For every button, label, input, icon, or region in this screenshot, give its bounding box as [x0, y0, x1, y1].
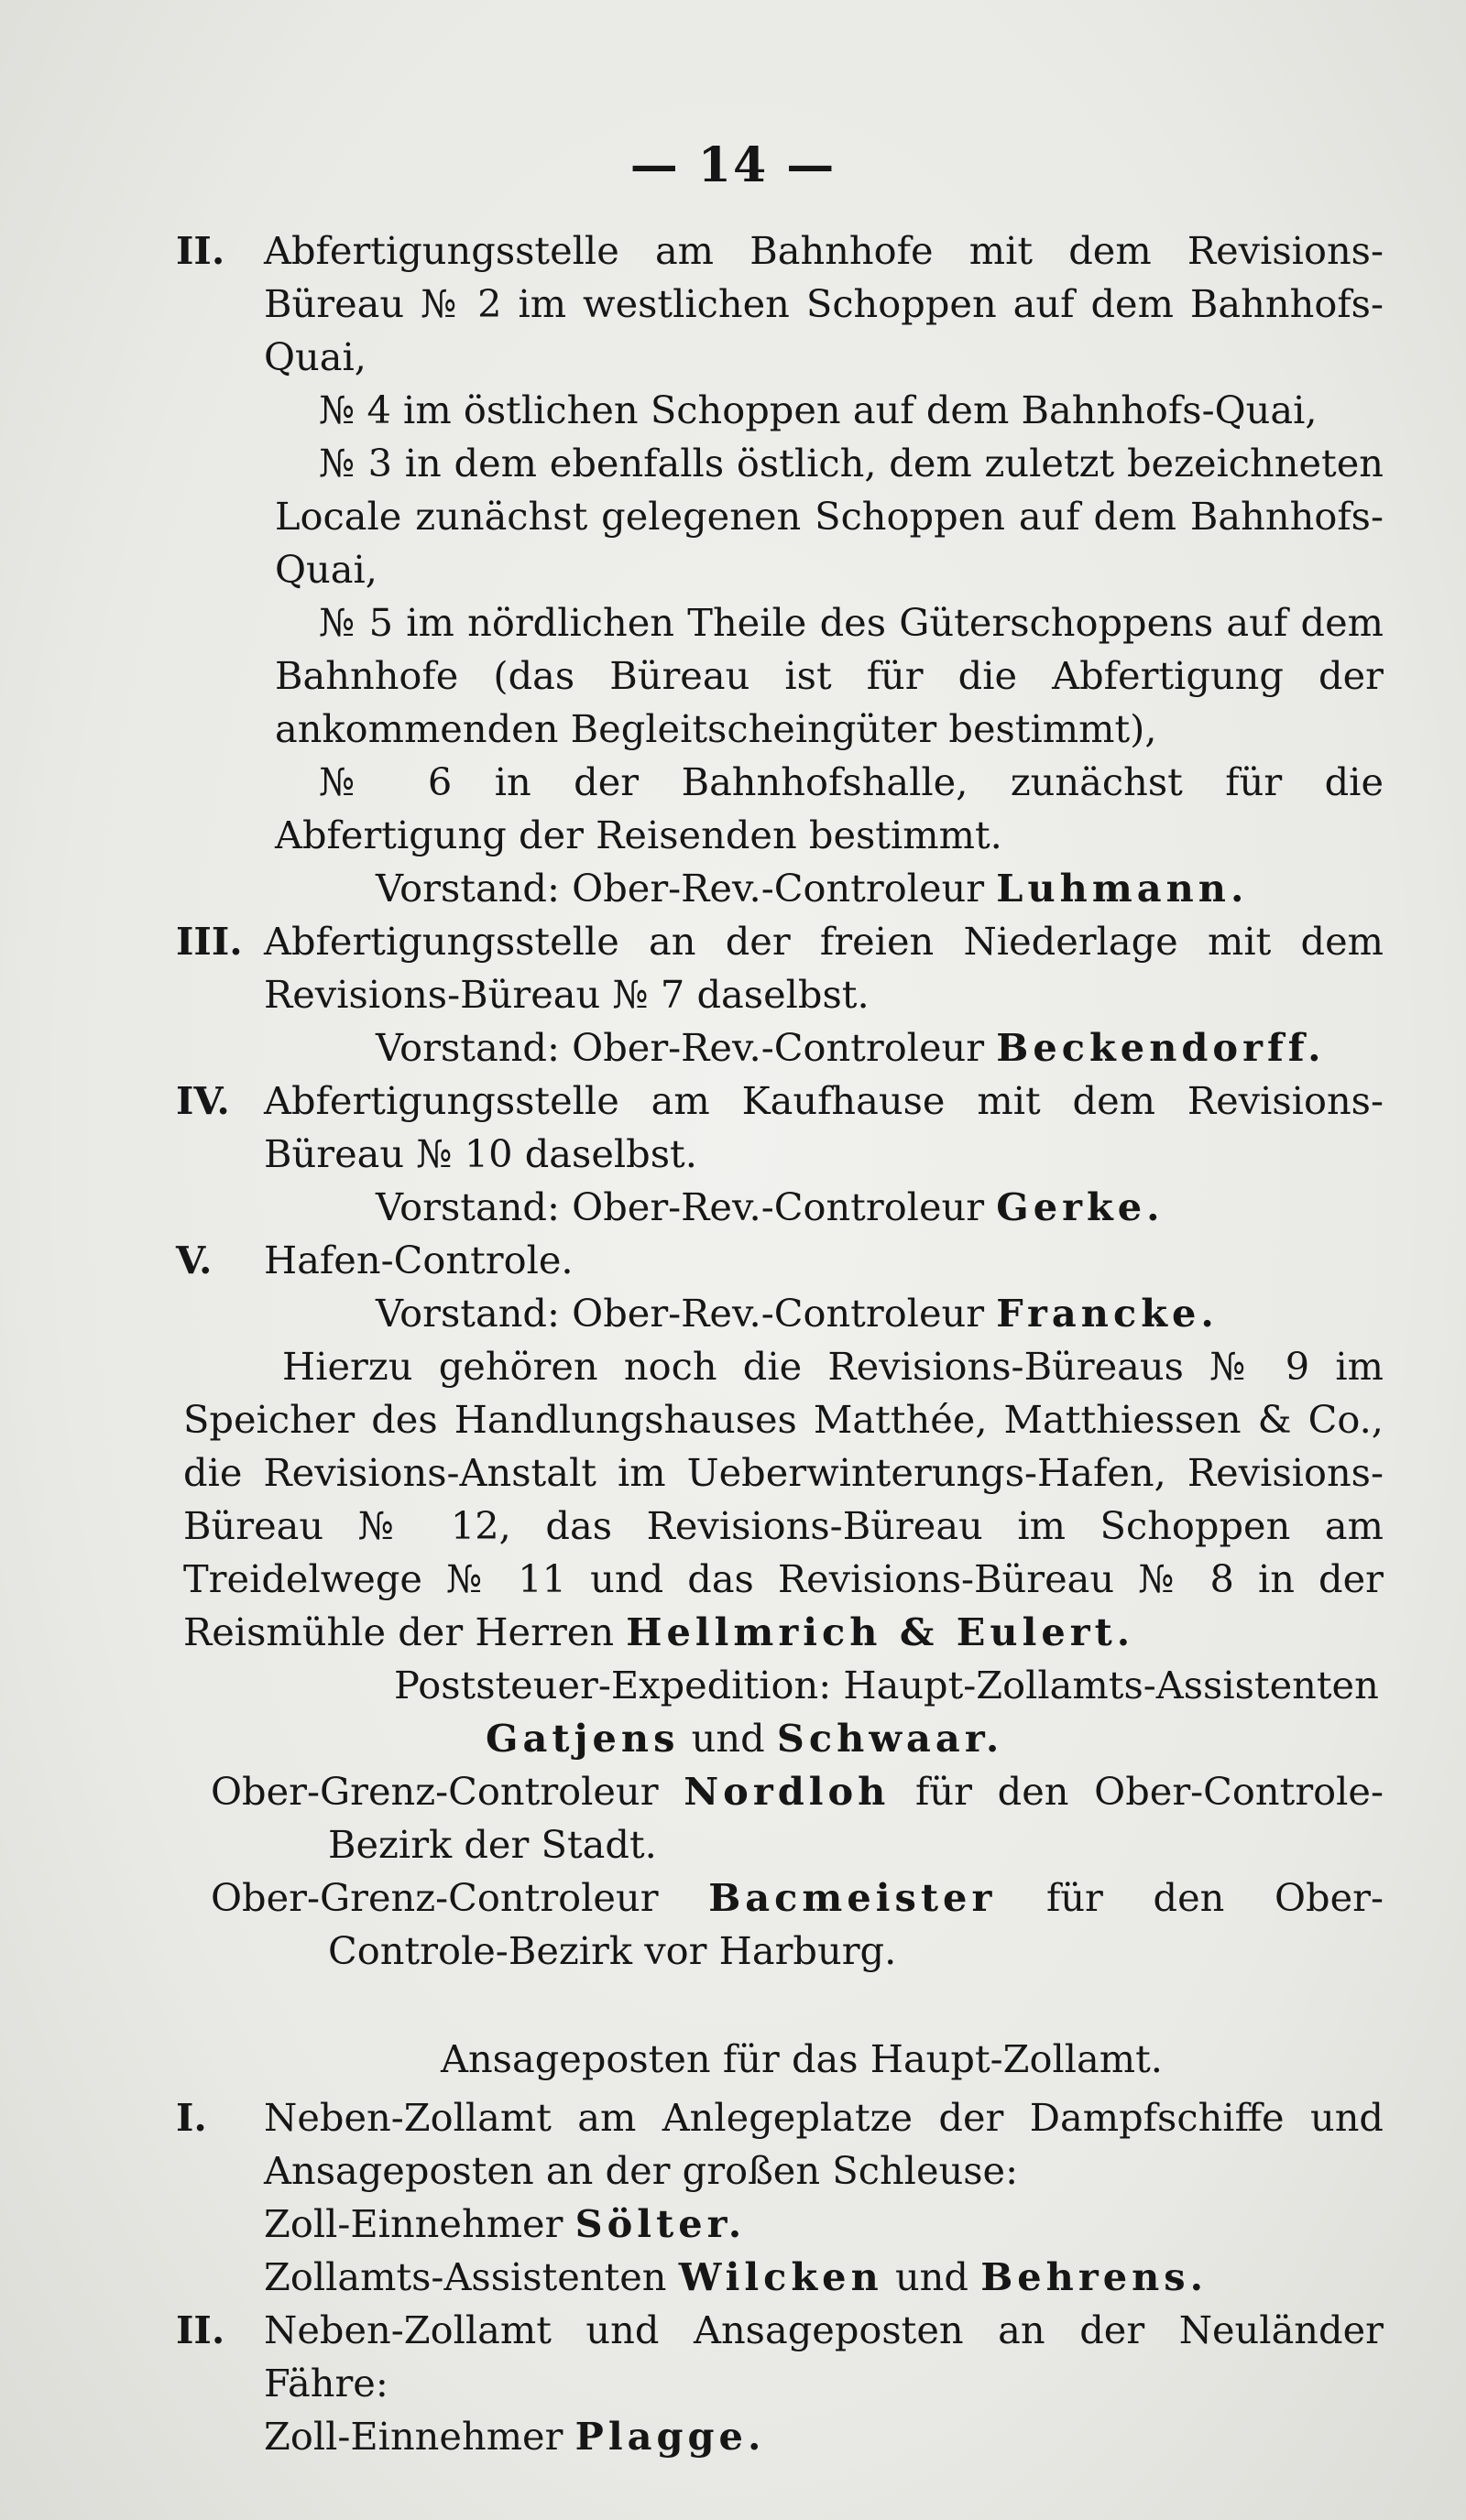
einnehmer-name: Sölter.	[574, 2201, 747, 2246]
section-2-text: Abfertigungsstelle am Bahnhofe mit dem Revisions-Büreau № 2 im westlichen Schoppen auf dem Bahnhofs-Quai,	[264, 228, 1384, 379]
assistent-name-1: Wilcken	[678, 2254, 883, 2299]
og1-pre: Ober-Grenz-Controleur	[211, 1769, 659, 1814]
section-2-entry-6: № 6 in der Bahnhofshalle, zunächst für die Abfertigung der Reisenden bestimmt.	[275, 759, 1384, 857]
ansage-2-einnehmer	[183, 2410, 1384, 2463]
einnehmer-label: Zoll-Einnehmer	[264, 2414, 563, 2459]
ansage-2	[176, 2304, 1384, 2410]
section-5-vorstand	[183, 1287, 1384, 1340]
section-3	[176, 915, 1384, 1021]
poststeuer-line	[183, 1659, 1384, 1712]
section-2-vorstand	[183, 862, 1384, 915]
og2-pre: Ober-Grenz-Controleur	[211, 1875, 659, 1920]
ansage-1	[176, 2091, 1384, 2198]
hierzu-names: Hellmrich & Eulert.	[626, 1609, 1135, 1654]
ansage-1-number: I.	[176, 2095, 207, 2140]
vorstand-name: Gerke.	[996, 1184, 1165, 1229]
og1-post: für den Ober-Controle-Bezirk der Stadt.	[328, 1769, 1384, 1867]
poststeuer-names	[183, 1712, 1384, 1765]
vorstand-name: Luhmann.	[996, 866, 1249, 911]
poststeuer-name-1: Gatjens	[486, 1716, 680, 1761]
vorstand-label: Vorstand: Ober-Rev.-Controleur	[376, 866, 985, 911]
hierzu-text: Hierzu gehören noch die Revisions-Büreaus № 9 im Speicher des Handlungshauses Matthée, Matthiessen & Co., die Revisions-Anstalt im Ueberwinterungs-Hafen, Revisions-Büreau № 12, das Revisions-Büreau im Schoppen am Treidelwege № 11 und das Revisions-Büreau № 8 in der Reismühle der Herren	[183, 1344, 1384, 1654]
section-5	[176, 1234, 1384, 1287]
section-2	[176, 224, 1384, 384]
og1-name: Nordloh	[684, 1769, 891, 1814]
section-4	[176, 1075, 1384, 1181]
einnehmer-label: Zoll-Einnehmer	[264, 2201, 563, 2246]
ansage-1-text: Neben-Zollamt am Anlegeplatze der Dampfschiffe und Ansageposten an der großen Schleuse:	[264, 2095, 1384, 2193]
section-4-text: Abfertigungsstelle am Kaufhause mit dem Revisions-Büreau № 10 daselbst.	[264, 1078, 1384, 1176]
assistenten-label: Zollamts-Assistenten	[264, 2254, 667, 2299]
ansage-1-einnehmer	[183, 2198, 1384, 2251]
poststeuer-label: Poststeuer-Expedition: Haupt-Zollamts-Assistenten	[394, 1663, 1379, 1707]
vorstand-label: Vorstand: Ober-Rev.-Controleur	[376, 1291, 985, 1336]
section-2-entry-5: № 5 im nördlichen Theile des Güterschoppens auf dem Bahnhofe (das Büreau ist für die Abfertigung der ankommenden Begleitscheingüter bestimmt),	[275, 600, 1384, 751]
section-2-number: II.	[176, 228, 225, 273]
ansage-2-text: Neben-Zollamt und Ansageposten an der Neuländer Fähre:	[264, 2307, 1384, 2405]
vorstand-label: Vorstand: Ober-Rev.-Controleur	[376, 1025, 985, 1070]
poststeuer-name-2: Schwaar.	[776, 1716, 1004, 1761]
poststeuer-und: und	[691, 1716, 765, 1761]
vorstand-label: Vorstand: Ober-Rev.-Controleur	[376, 1184, 985, 1229]
section-5-text: Hafen-Controle.	[264, 1238, 574, 1282]
section-5-number: V.	[176, 1238, 213, 1282]
section-3-vorstand	[183, 1021, 1384, 1075]
section-3-number: III.	[176, 919, 243, 964]
og2-post: für den Ober-Controle-Bezirk vor Harburg.	[328, 1875, 1384, 1973]
page-body	[176, 224, 1384, 2463]
einnehmer-name: Plagge.	[574, 2414, 766, 2459]
ansageposten-heading: Ansageposten für das Haupt-Zollamt.	[440, 2036, 1164, 2081]
assistenten-und: und	[894, 2254, 968, 2299]
section-3-text: Abfertigungsstelle an der freien Niederlage mit dem Revisions-Büreau № 7 daselbst.	[264, 919, 1384, 1017]
page-number: — 14 —	[629, 137, 837, 193]
section-4-number: IV.	[176, 1078, 230, 1123]
ansage-1-assistenten	[183, 2251, 1384, 2304]
ansage-2-number: II.	[176, 2307, 225, 2352]
section-4-vorstand	[183, 1181, 1384, 1234]
hierzu-paragraph	[183, 1340, 1384, 1659]
assistent-name-2: Behrens.	[980, 2254, 1209, 2299]
ober-grenz-controleur-stadt	[211, 1765, 1384, 1871]
section-2-entry-3: № 3 in dem ebenfalls östlich, dem zuletzt bezeichneten Locale zunächst gelegenen Schoppen auf dem Bahnhofs-Quai,	[275, 441, 1384, 592]
og2-name: Bacmeister	[708, 1875, 997, 1920]
vorstand-name: Beckendorff.	[996, 1025, 1326, 1070]
section-2-entry-4: № 4 im östlichen Schoppen auf dem Bahnhofs-Quai,	[319, 387, 1318, 432]
vorstand-name: Francke.	[996, 1291, 1219, 1336]
ober-grenz-controleur-harburg	[211, 1871, 1384, 1978]
